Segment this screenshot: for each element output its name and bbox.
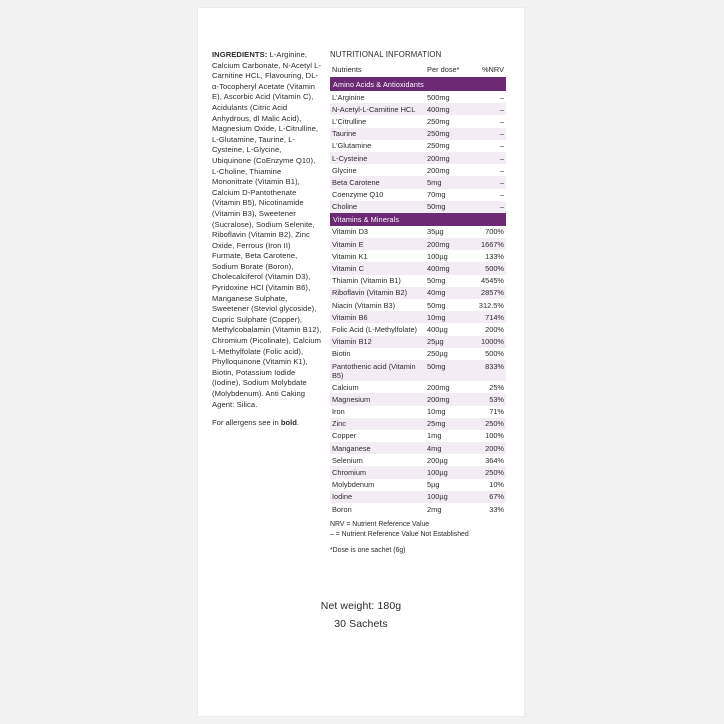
- nutrient-name: Calcium: [330, 381, 425, 393]
- nutrient-per-dose: 4mg: [425, 442, 471, 454]
- table-row: [330, 430, 506, 442]
- nutrient-nrv: 833%: [471, 360, 506, 381]
- nutrient-nrv: 364%: [471, 454, 506, 466]
- table-row: [330, 479, 506, 491]
- nutrient-per-dose: 50mg: [425, 299, 471, 311]
- nutrient-nrv: –: [471, 91, 506, 103]
- nutrient-per-dose: 100µg: [425, 466, 471, 478]
- nutrient-per-dose: 200mg: [425, 393, 471, 405]
- nutrient-per-dose: 5mg: [425, 176, 471, 188]
- nutrient-nrv: 500%: [471, 262, 506, 274]
- nutrient-nrv: –: [471, 152, 506, 164]
- nutrient-per-dose: 250µg: [425, 348, 471, 360]
- ingredients-paragraph: [212, 50, 322, 410]
- table-row: [330, 503, 506, 515]
- nutrient-name: Vitamin B12: [330, 336, 425, 348]
- nutrient-nrv: 10%: [471, 479, 506, 491]
- nutrient-per-dose: 100µg: [425, 250, 471, 262]
- product-package-panel: [198, 8, 524, 716]
- table-row: [330, 115, 506, 127]
- nutrient-name: Iodine: [330, 491, 425, 503]
- table-row: [330, 103, 506, 115]
- column-header-nrv: %NRV: [471, 64, 506, 78]
- nutrient-nrv: 250%: [471, 466, 506, 478]
- nutrient-nrv: 33%: [471, 503, 506, 515]
- nutrient-per-dose: 25µg: [425, 336, 471, 348]
- ingredients-body: L-Arginine, Calcium Carbonate, N-Acetyl L-Carnitine HCL, Flavouring, DL-α-Tocopheryl Acetate (Vitamin E), Ascorbic Acid (Vitamin C), Acidulants (Citric Acid Anhydrous, dl Malic Acid), Magnesium Oxide, L-Citrulline, L-Glutamine, Taurine, L-Cysteine, L-Glycine, Ubiquinone (CoEnzyme Q10), L-Choline, Thiamine Mononitrate (Vitamin B1), Calcium D-Pantothenate (Vitamin B5), Nicotinamide (Vitamin B3), Sweetener (Sucralose), Sodium Selenite, Riboflavin (Vitamin B2), Zinc Oxide, Ferrous (Iron II) Furmate, Beta Carotene, Sodium Borate (Boron), Cholecalciferol (Vitamin D3), Pyridoxine HCl (Vitamin B6), Manganese Sulphate, Sweetener (Steviol glycoside), Cupric Sulphate (Copper), Methylcobalamin (Vitamin B12), Chromium (Picolinate), Calcium L-Methylfolate (Folic acid), Phylloquinone (Vitamin K1), Biotin, Potassium Iodide (Iodine), Sodium Molybdate (Molybdenum). Anti Caking Agent: Silica.: [212, 50, 322, 409]
- nutrient-nrv: –: [471, 103, 506, 115]
- nutrient-name: Vitamin E: [330, 238, 425, 250]
- nutrient-name: Niacin (Vitamin B3): [330, 299, 425, 311]
- nutrient-per-dose: 400mg: [425, 262, 471, 274]
- package-content: [198, 8, 524, 716]
- nutrient-nrv: –: [471, 189, 506, 201]
- nutrient-name: N-Acetyl-L-Carnitine HCL: [330, 103, 425, 115]
- nutrient-per-dose: 200mg: [425, 381, 471, 393]
- nutrient-nrv: 312.5%: [471, 299, 506, 311]
- nutrient-nrv: 4545%: [471, 275, 506, 287]
- nutrient-nrv: –: [471, 128, 506, 140]
- nutrient-per-dose: 70mg: [425, 189, 471, 201]
- net-weight-text: Net weight: 180g: [320, 600, 402, 612]
- table-row: [330, 323, 506, 335]
- nutrient-per-dose: 50mg: [425, 360, 471, 381]
- nutrient-name: Molybdenum: [330, 479, 425, 491]
- nutrient-per-dose: 250mg: [425, 128, 471, 140]
- nutrient-name: Vitamin D3: [330, 226, 425, 238]
- nutrition-section-label: Vitamins & Minerals: [330, 213, 506, 226]
- table-row: [330, 418, 506, 430]
- column-header-per-dose: Per dose*: [425, 64, 471, 78]
- nutrient-per-dose: 40mg: [425, 287, 471, 299]
- table-row: [330, 201, 506, 213]
- nutrient-name: Vitamin B6: [330, 311, 425, 323]
- nutrient-name: Riboflavin (Vitamin B2): [330, 287, 425, 299]
- nutrient-name: Vitamin K1: [330, 250, 425, 262]
- sachet-count-text: 30 Sachets: [334, 618, 388, 630]
- table-row: [330, 164, 506, 176]
- nutrient-name: L'Citrulline: [330, 115, 425, 127]
- table-row: [330, 442, 506, 454]
- dose-note: *Dose is one sachet (6g): [330, 547, 406, 554]
- table-row: [330, 406, 506, 418]
- nutrient-per-dose: 500mg: [425, 91, 471, 103]
- nutrient-name: Pantothenic acid (Vitamin B5): [330, 360, 425, 381]
- package-bottom-block: [198, 600, 524, 630]
- nutrient-per-dose: 250mg: [425, 115, 471, 127]
- nutrient-nrv: 714%: [471, 311, 506, 323]
- nutrient-nrv: 100%: [471, 430, 506, 442]
- table-row: [330, 140, 506, 152]
- nutrient-name: Taurine: [330, 128, 425, 140]
- nutrient-name: Manganese: [330, 442, 425, 454]
- nutrient-name: L-Cysteine: [330, 152, 425, 164]
- nutrition-title: NUTRITIONAL INFORMATION: [330, 50, 442, 59]
- nutrition-column: [330, 50, 506, 554]
- ingredients-column: [212, 50, 330, 429]
- nutrient-name: L'Glutamine: [330, 140, 425, 152]
- table-row: [330, 393, 506, 405]
- nutrient-name: Glycine: [330, 164, 425, 176]
- nutrient-nrv: 200%: [471, 442, 506, 454]
- table-row: [330, 336, 506, 348]
- nutrient-nrv: 133%: [471, 250, 506, 262]
- nutrition-footnotes: [330, 520, 506, 539]
- nutrient-name: Choline: [330, 201, 425, 213]
- nutrient-name: Thiamin (Vitamin B1): [330, 275, 425, 287]
- nutrient-per-dose: 100µg: [425, 491, 471, 503]
- nutrient-per-dose: 25mg: [425, 418, 471, 430]
- table-row: [330, 176, 506, 188]
- nutrient-per-dose: 250mg: [425, 140, 471, 152]
- table-row: [330, 311, 506, 323]
- table-row: [330, 299, 506, 311]
- nutrient-per-dose: 50mg: [425, 201, 471, 213]
- nutrient-name: Magnesium: [330, 393, 425, 405]
- nutrient-nrv: 1667%: [471, 238, 506, 250]
- nutrient-nrv: –: [471, 115, 506, 127]
- nutrient-per-dose: 200µg: [425, 454, 471, 466]
- table-row: [330, 287, 506, 299]
- table-row: [330, 238, 506, 250]
- nutrient-nrv: –: [471, 140, 506, 152]
- column-header-nutrients: Nutrients: [330, 64, 425, 78]
- nutrient-nrv: 500%: [471, 348, 506, 360]
- nutrition-table: [330, 64, 506, 515]
- nutrition-section-label: Amino Acids & Antioxidants: [330, 78, 506, 92]
- allergen-note: [212, 418, 322, 429]
- table-row: [330, 275, 506, 287]
- nutrient-nrv: 25%: [471, 381, 506, 393]
- table-header-row: [330, 64, 506, 78]
- footnote-nrv: NRV = Nutrient Reference Value: [330, 521, 430, 529]
- nutrient-per-dose: 1mg: [425, 430, 471, 442]
- nutrient-nrv: 53%: [471, 393, 506, 405]
- table-row: [330, 491, 506, 503]
- nutrient-nrv: 700%: [471, 226, 506, 238]
- nutrient-name: Folic Acid (L-Methylfolate): [330, 323, 425, 335]
- nutrient-name: Coenzyme Q10: [330, 189, 425, 201]
- nutrient-name: Boron: [330, 503, 425, 515]
- table-row: [330, 91, 506, 103]
- nutrient-nrv: 2857%: [471, 287, 506, 299]
- nutrient-per-dose: 400mg: [425, 103, 471, 115]
- nutrient-name: Biotin: [330, 348, 425, 360]
- allergen-note-prefix: For allergens see in: [212, 418, 281, 428]
- nutrient-nrv: 1000%: [471, 336, 506, 348]
- table-row: [330, 226, 506, 238]
- table-row: [330, 454, 506, 466]
- footnote-nrv-not-established: – = Nutrient Reference Value Not Established: [330, 530, 469, 538]
- nutrient-name: L'Arginine: [330, 91, 425, 103]
- nutrition-table-head: [330, 64, 506, 78]
- nutrient-nrv: 71%: [471, 406, 506, 418]
- nutrient-per-dose: 200mg: [425, 152, 471, 164]
- nutrient-name: Selenium: [330, 454, 425, 466]
- nutrient-nrv: 200%: [471, 323, 506, 335]
- nutrient-nrv: 67%: [471, 491, 506, 503]
- nutrient-per-dose: 2mg: [425, 503, 471, 515]
- allergen-note-bold: bold: [280, 418, 297, 428]
- table-row: [330, 360, 506, 381]
- nutrition-section-header: [330, 78, 506, 92]
- nutrient-per-dose: 200mg: [425, 238, 471, 250]
- table-row: [330, 466, 506, 478]
- nutrient-nrv: –: [471, 176, 506, 188]
- nutrient-per-dose: 10mg: [425, 311, 471, 323]
- table-row: [330, 152, 506, 164]
- nutrient-name: Chromium: [330, 466, 425, 478]
- nutrient-per-dose: 50mg: [425, 275, 471, 287]
- nutrient-nrv: –: [471, 201, 506, 213]
- table-row: [330, 381, 506, 393]
- nutrient-per-dose: 35µg: [425, 226, 471, 238]
- table-row: [330, 348, 506, 360]
- label-columns: [212, 50, 510, 554]
- nutrient-name: Zinc: [330, 418, 425, 430]
- nutrient-nrv: –: [471, 164, 506, 176]
- nutrient-name: Beta Carotene: [330, 176, 425, 188]
- nutrition-section-header: [330, 213, 506, 226]
- nutrient-name: Iron: [330, 406, 425, 418]
- table-row: [330, 250, 506, 262]
- nutrition-table-body: [330, 78, 506, 516]
- nutrient-per-dose: 400µg: [425, 323, 471, 335]
- table-row: [330, 262, 506, 274]
- table-row: [330, 189, 506, 201]
- nutrient-name: Vitamin C: [330, 262, 425, 274]
- allergen-note-suffix: .: [296, 418, 299, 428]
- nutrient-per-dose: 200mg: [425, 164, 471, 176]
- table-row: [330, 128, 506, 140]
- ingredients-heading: INGREDIENTS:: [212, 50, 268, 59]
- nutrient-nrv: 250%: [471, 418, 506, 430]
- nutrient-per-dose: 5µg: [425, 479, 471, 491]
- nutrient-name: Copper: [330, 430, 425, 442]
- nutrient-per-dose: 10mg: [425, 406, 471, 418]
